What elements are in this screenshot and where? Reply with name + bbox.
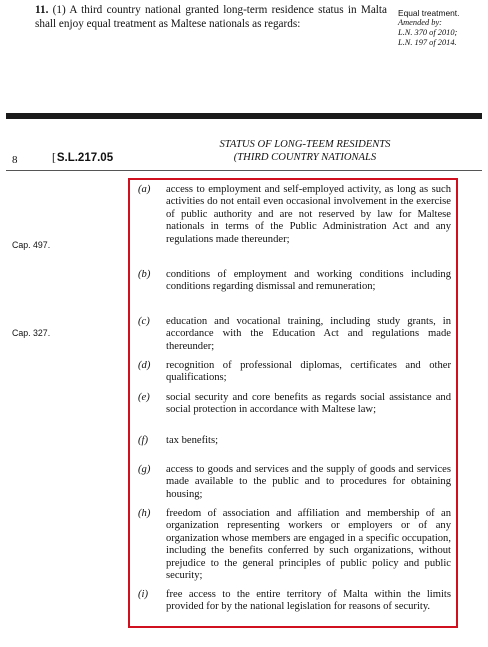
- item-label: (c): [138, 316, 150, 327]
- item-label: (e): [138, 392, 150, 403]
- item-label: (h): [138, 508, 151, 519]
- chapter-code: S.L.217.05: [56, 152, 114, 164]
- item-text: free access to the entire territory of Malta within the limits provided for by the national legislation for reasons of security.: [166, 589, 451, 613]
- item-text: access to employment and self-employed activity, as long as such activities do not entail even occasional involvement in the exercise of public authority and are not reserved by law for Maltese nationals in terms of the Public Administration Act and any regulations made thereunder;: [166, 184, 451, 245]
- page-break-rule: [6, 113, 482, 119]
- list-item-a: [138, 184, 451, 246]
- list-item-d: [138, 360, 451, 385]
- list-item-c: [138, 316, 451, 353]
- list-item-h: [138, 508, 451, 582]
- item-label: (a): [138, 184, 151, 195]
- item-label: (i): [138, 589, 148, 600]
- list-item-b: [138, 269, 451, 294]
- list-item-i: [138, 589, 451, 614]
- amended-label: Amended by:: [398, 18, 442, 27]
- amendment-1: L.N. 370 of 2010;: [398, 28, 458, 37]
- item-text: recognition of professional diplomas, certificates and other qualifications;: [166, 360, 451, 384]
- item-label: (f): [138, 435, 148, 446]
- item-text: education and vocational training, including study grants, in accordance with the Education Act and regulations made thereunder;: [166, 316, 451, 352]
- cap-note-497: Cap. 497.: [12, 240, 51, 250]
- list-item-g: [138, 464, 451, 501]
- page-number: 8: [12, 154, 18, 166]
- list-item-f: [138, 435, 451, 447]
- item-text: social security and core benefits as regards social assistance and social protection in accordance with Maltese law;: [166, 392, 451, 416]
- item-label: (d): [138, 360, 151, 371]
- item-text: conditions of employment and working conditions including conditions regarding dismissal and remuneration;: [166, 269, 451, 293]
- cap-note-327: Cap. 327.: [12, 328, 51, 338]
- chapter-reference: [52, 152, 113, 164]
- section-intro: [35, 4, 387, 31]
- running-header-title: [170, 138, 440, 164]
- amendment-2: L.N. 197 of 2014.: [398, 38, 457, 47]
- margin-note-title: Equal treatment.: [398, 8, 460, 18]
- item-text: tax benefits;: [166, 435, 219, 446]
- section-text: (1) A third country national granted long-term residence status in Malta shall enjoy equal treatment as Maltese nationals as regards:: [35, 4, 387, 30]
- item-label: (g): [138, 464, 151, 475]
- chapter-bracket: [: [52, 152, 56, 164]
- item-text: access to goods and services and the supply of goods and services made available to the public and to procedures for obtaining housing;: [166, 464, 451, 500]
- margin-note: [398, 8, 486, 48]
- item-text: freedom of association and affiliation and membership of an organization representing workers or employers or of any organization whose members are engaged in a specific occupation, including the benefits conferred by such organizations, without prejudice to the general principles of public policy and public security;: [166, 508, 451, 582]
- header-title-line-1: STATUS OF LONG-TEEM RESIDENTS: [219, 139, 391, 150]
- header-title-line-2: (THIRD COUNTRY NATIONALS: [233, 152, 377, 163]
- item-label: (b): [138, 269, 151, 280]
- list-item-e: [138, 392, 451, 417]
- section-number: 11.: [35, 4, 49, 16]
- header-underline: [6, 170, 482, 171]
